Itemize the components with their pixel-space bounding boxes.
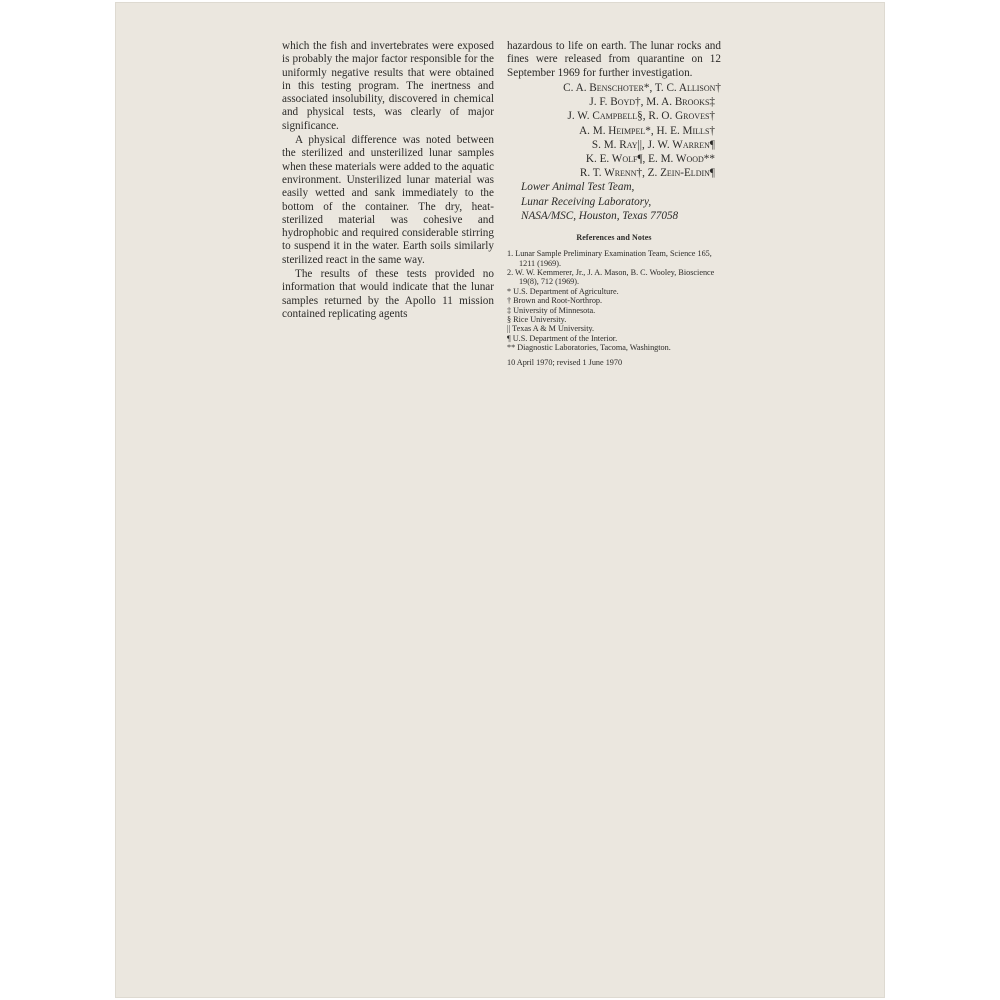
document-page [115, 2, 885, 998]
paragraph-physical-difference: A physical difference was noted between the sterilized and unsterilized lunar samples when these materials were added to the aquatic environment. Unsterilized lunar material was easily wetted and sank immediately to the bottom of the container. The dry, heat-sterilized material was cohesive and hydrophobic and required considerable stirring to suspend it in the water. Earth soils similarly sterilized react in the same way. [282, 134, 494, 266]
received-date: 10 April 1970; revised 1 June 1970 [507, 357, 623, 367]
left-text-column [282, 40, 494, 321]
author-line: A. M. Heimpel*, H. E. Mills† [579, 124, 715, 137]
author-list [507, 81, 721, 180]
affiliation-line: NASA/MSC, Houston, Texas 77058 [521, 209, 679, 222]
footnote-item: || Texas A & M University. [507, 324, 595, 334]
affiliation-line: Lunar Receiving Laboratory, [521, 195, 652, 208]
footnote-item: ¶ U.S. Department of the Interior. [507, 333, 618, 343]
author-line: J. W. Campbell§, R. O. Groves† [567, 110, 715, 123]
right-text-column [507, 40, 721, 367]
references-list [507, 249, 721, 367]
author-line: S. M. Ray||, J. W. Warren¶ [591, 138, 715, 151]
footnote-item: ** Diagnostic Laboratories, Tacoma, Washington. [507, 343, 671, 353]
footnote-item: * U.S. Department of Agriculture. [507, 286, 619, 296]
author-line: J. F. Boyd†, M. A. Brooks‡ [589, 96, 715, 109]
affiliation-block [507, 180, 721, 223]
reference-item: 1. Lunar Sample Preliminary Examination Team, Science 165, 1211 (1969). [507, 249, 712, 268]
paragraph-fish-invertebrates: which the fish and invertebrates were exposed is probably the major factor responsible for the uniformly negative results that were obtained in this testing program. The inertness and associated insolubility, discovered in chemical and physical tests, was clearly of major significance. [282, 40, 494, 132]
footnote-item: † Brown and Root-Northrop. [507, 296, 603, 306]
affiliation-line: Lower Animal Test Team, [521, 181, 635, 194]
footnote-item: ‡ University of Minnesota. [507, 305, 596, 315]
reference-item: 2. W. W. Kemmerer, Jr., J. A. Mason, B. C. Wooley, Bioscience 19(8), 712 (1969). [507, 268, 715, 287]
footnote-item: § Rice University. [507, 315, 567, 325]
author-line: R. T. Wrenn†, Z. Zein-Eldin¶ [579, 167, 715, 180]
paragraph-continuation: hazardous to life on earth. The lunar rocks and fines were released from quarantine on 12 September 1969 for further investigation. [507, 40, 721, 79]
references-heading: References and Notes [576, 232, 652, 242]
author-line: C. A. Benschoter*, T. C. Allison† [563, 81, 721, 94]
paragraph-results: The results of these tests provided no information that would indicate that the lunar samples returned by the Apollo 11 mission contained replicating agents [282, 268, 494, 320]
author-line: K. E. Wolf¶, E. M. Wood** [585, 152, 715, 165]
